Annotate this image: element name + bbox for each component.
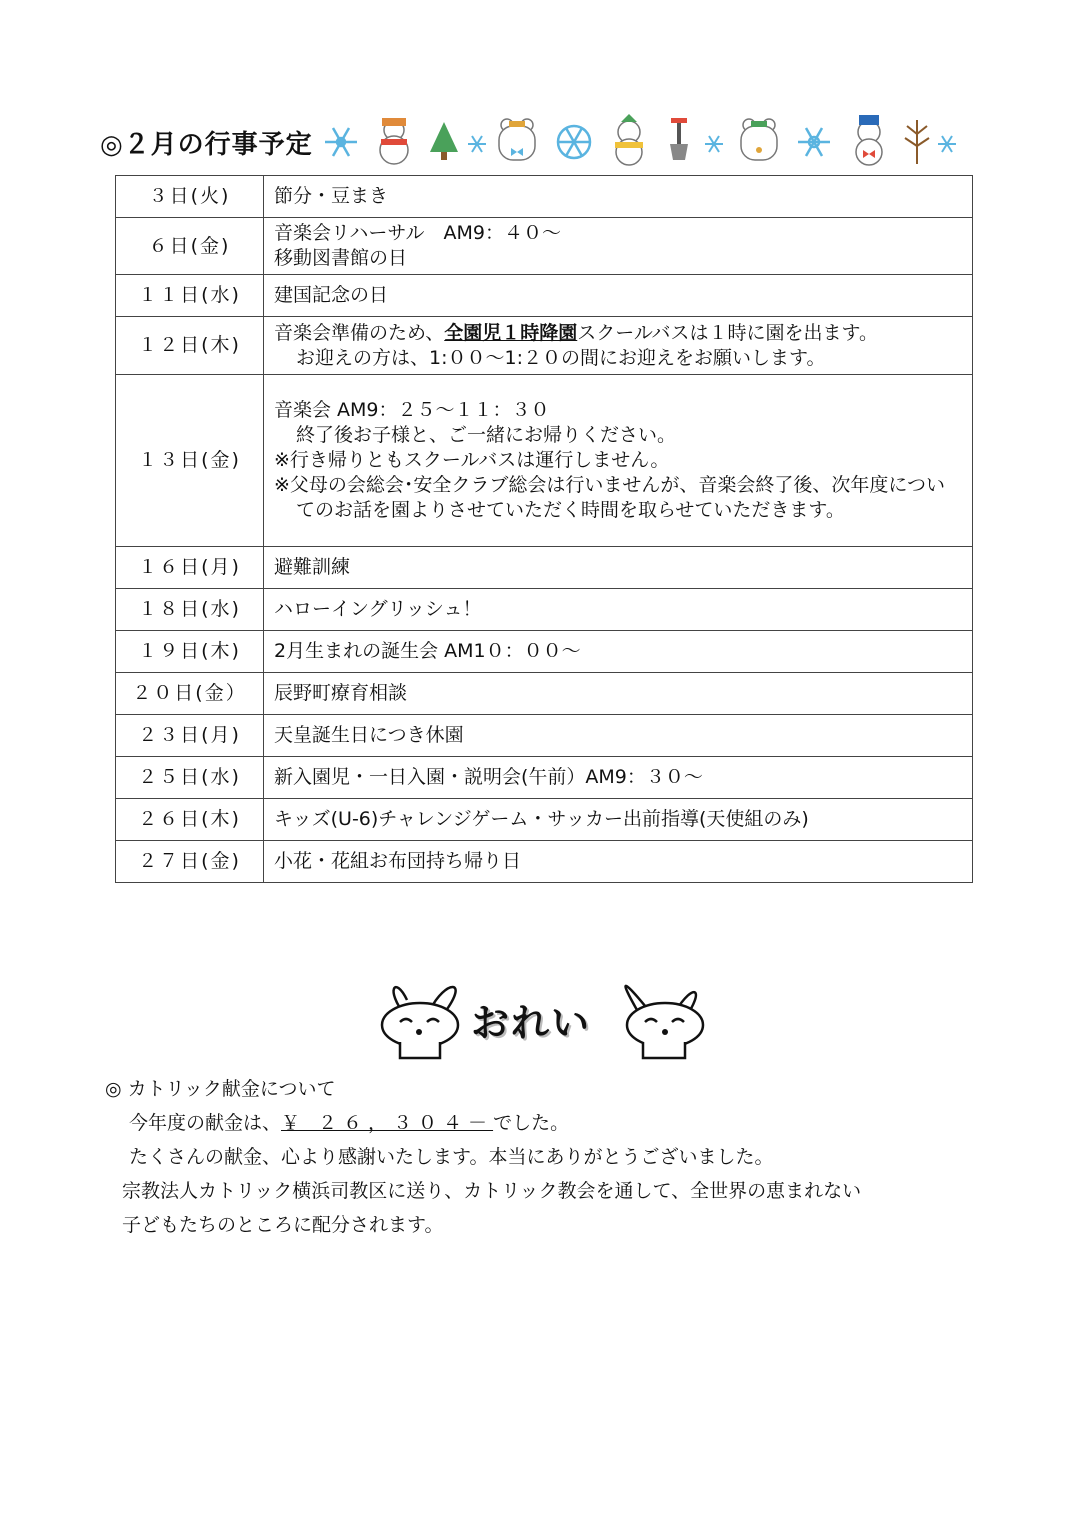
snowflake-icon <box>558 126 590 158</box>
snowman-icon <box>856 115 882 165</box>
table-row <box>116 757 973 799</box>
snowman-icon <box>380 118 408 164</box>
event-line: 節分・豆まき <box>274 185 389 207</box>
event-date: １３日(金) <box>116 375 264 547</box>
thanks-banner <box>375 970 710 1065</box>
snowflake-icon <box>705 136 723 152</box>
event-line: ハローイングリッシュ！ <box>274 598 482 620</box>
event-line: 2月生まれの誕生会 AM1０：００～ <box>274 640 581 662</box>
event-line: キッズ(U-6)チャレンジゲーム・サッカー出前指導(天使組のみ) <box>274 808 809 830</box>
event-date: １９日(木) <box>116 631 264 673</box>
event-line: ※父母の会総会･安全クラブ総会は行いませんが、音楽会終了後、次年度についてのお話を園よりさせていただく時間を取らせていただきます。 <box>274 474 946 521</box>
event-line: 避難訓練 <box>274 556 351 578</box>
table-row <box>116 547 973 589</box>
page-title: ◎２月の行事予定 <box>100 129 313 160</box>
event-line <box>274 321 962 346</box>
snowman-icon <box>615 114 643 165</box>
notice-amount-line <box>105 1106 985 1140</box>
bear-icon <box>499 119 535 160</box>
event-line: 小花・花組お布団持ち帰り日 <box>274 850 522 872</box>
donation-notice <box>105 1072 985 1242</box>
event-line: ※行き帰りともスクールバスは運行しません。 <box>274 449 670 471</box>
snowflake-icon <box>938 136 956 152</box>
event-cell <box>264 589 973 631</box>
event-date: ３日(火) <box>116 176 264 218</box>
event-date: １６日(月) <box>116 547 264 589</box>
table-row <box>116 375 973 547</box>
table-row <box>116 317 973 375</box>
heading-row <box>100 112 959 172</box>
bear-icon <box>741 119 777 160</box>
tree-icon <box>430 122 458 160</box>
schedule-table <box>115 175 973 883</box>
notice-line: 子どもたちのところに配分されます。 <box>122 1214 444 1236</box>
event-line: 移動図書館の日 <box>274 247 408 269</box>
rabbit-right-icon <box>626 986 703 1058</box>
event-text: 音楽会準備のため、 <box>274 321 445 344</box>
event-cell <box>264 176 973 218</box>
notice-line: 宗教法人カトリック横浜司教区に送り、カトリック教会を通して、全世界の恵まれない <box>122 1180 862 1202</box>
event-cell <box>264 218 973 275</box>
event-line: 音楽会リハーサル AM9：４０～ <box>274 222 561 244</box>
notice-text: 今年度の献金は、 <box>129 1112 282 1134</box>
table-row <box>116 841 973 883</box>
event-line: 音楽会 AM9：２５～１１：３０ <box>274 399 550 421</box>
event-cell <box>264 757 973 799</box>
event-line: お迎えの方は、1:００～1:２０の間にお迎えをお願いします。 <box>296 346 826 369</box>
winter-decoration-strip <box>319 112 959 172</box>
notice-text: でした。 <box>493 1112 570 1134</box>
event-line: 終了後お子様と、ご一緒にお帰りください。 <box>296 424 677 446</box>
event-date: １１日(水) <box>116 275 264 317</box>
event-date: １２日(木) <box>116 317 264 375</box>
snowflake-icon <box>325 128 357 156</box>
table-row <box>116 275 973 317</box>
event-cell <box>264 715 973 757</box>
event-line: 天皇誕生日につき休園 <box>274 724 464 746</box>
snowflake-icon <box>798 128 830 156</box>
event-date: ６日(金) <box>116 218 264 275</box>
notice-thanks-line: たくさんの献金、心より感謝いたします。本当にありがとうございました。 <box>129 1146 774 1168</box>
event-date: ２５日(水) <box>116 757 264 799</box>
event-line: 辰野町療育相談 <box>274 682 408 704</box>
event-cell <box>264 673 973 715</box>
event-cell <box>264 547 973 589</box>
event-date: ２７日(金) <box>116 841 264 883</box>
table-row <box>116 673 973 715</box>
event-date: １８日(水) <box>116 589 264 631</box>
table-row <box>116 176 973 218</box>
event-cell <box>264 841 973 883</box>
table-row <box>116 715 973 757</box>
snowflake-icon <box>468 136 486 152</box>
branch-icon <box>905 120 929 164</box>
thanks-title: おれい <box>471 1001 592 1045</box>
event-date: ２０日(金） <box>116 673 264 715</box>
event-line: 建国記念の日 <box>274 284 389 306</box>
table-row <box>116 589 973 631</box>
event-cell <box>264 275 973 317</box>
table-row <box>116 218 973 275</box>
donation-amount: ￥ ２６，３０４－ <box>281 1112 494 1134</box>
event-cell <box>264 631 973 673</box>
event-date: ２３日(月) <box>116 715 264 757</box>
early-dismissal-emphasis: 全園児１時降園 <box>444 321 578 344</box>
table-row <box>116 799 973 841</box>
event-cell <box>264 799 973 841</box>
event-line: 新入園児・一日入園・説明会(午前）AM9：３０～ <box>274 766 703 788</box>
shovel-icon <box>670 118 688 160</box>
rabbit-left-icon <box>382 987 458 1058</box>
notice-heading: ◎ カトリック献金について <box>105 1078 336 1100</box>
event-text: スクールバスは１時に園を出ます。 <box>577 321 879 344</box>
event-cell <box>264 375 973 547</box>
event-cell <box>264 317 973 375</box>
event-date: ２６日(木) <box>116 799 264 841</box>
table-row <box>116 631 973 673</box>
decoration-svg <box>319 112 959 172</box>
